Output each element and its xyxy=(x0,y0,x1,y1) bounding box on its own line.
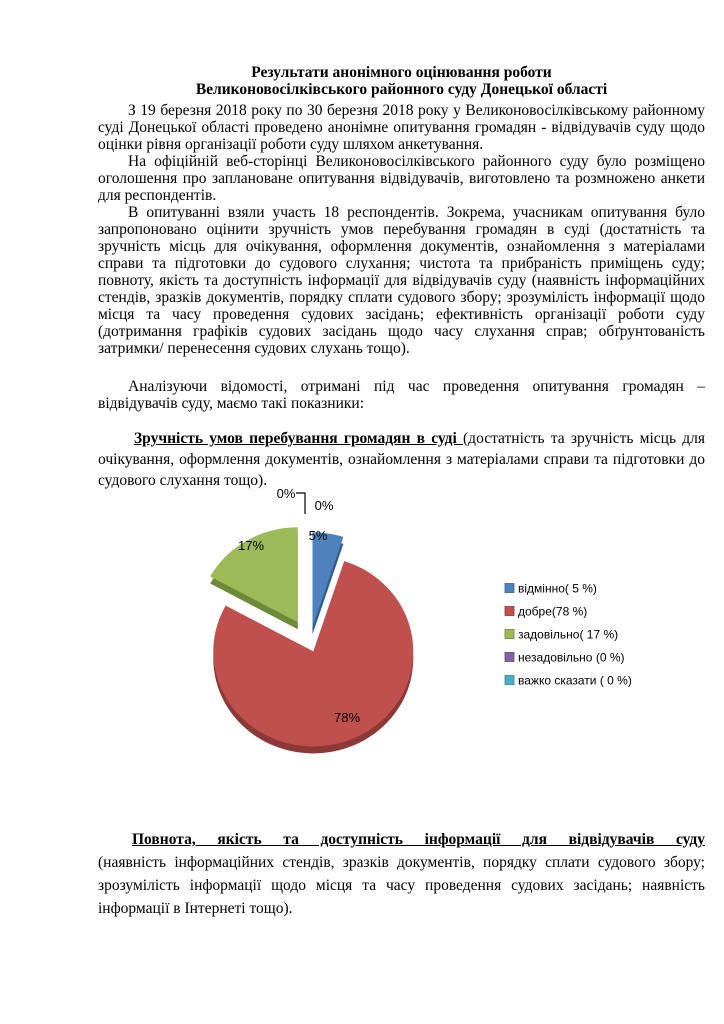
data-label-vazhko: 0% xyxy=(314,498,334,513)
data-label-dobre: 78% xyxy=(333,710,361,725)
legend-label-zadovilno: задовільно( 17 %) xyxy=(518,627,619,642)
legend-swatch-vidminno xyxy=(505,584,514,593)
legend-swatch-zadovilno xyxy=(505,630,514,639)
data-label-zadovilno: 17% xyxy=(237,538,265,553)
legend-item-dobre xyxy=(505,605,587,619)
data-label-nezadovilno: 0% xyxy=(276,486,296,501)
chart-legend xyxy=(505,582,632,688)
data-label-vidminno: 5% xyxy=(308,528,328,543)
pie-chart xyxy=(90,480,650,800)
legend-label-dobre: добре(78 %) xyxy=(518,604,588,619)
pie-chart-svg xyxy=(90,480,650,800)
legend-item-nezadovilno xyxy=(505,651,625,665)
paragraph-survey-period: З 19 березня 2018 року по 30 березня 2018 року у Великоновосілківському районному суді Донецької області проведено анонімне опитування громадян - відвідувачів суду щодо оцінки рівня організації роботи суду шляхом анкетування. xyxy=(98,102,705,153)
section2-heading-line xyxy=(98,828,705,851)
legend-item-vidminno xyxy=(505,582,597,596)
page-title-line-2: Великоновосілківського районного суду Донецької області xyxy=(195,81,608,98)
legend-swatch-nezadovilno xyxy=(505,653,514,662)
legend-label-vazhko: важко сказати ( 0 %) xyxy=(518,673,632,688)
legend-label-vidminno: відмінно( 5 %) xyxy=(518,581,597,596)
section2-heading: Повнота, якість та доступність інформації для відвідувачів суду xyxy=(132,831,705,848)
legend-item-vazhko xyxy=(505,674,632,688)
paragraph-respondents: В опитуванні взяли участь 18 респондентів. Зокрема, учасникам опитування було запропоновано оцінити зручність умов перебування громадян в суді (достатність та зручність місць для очікування, оформлення документів, ознайомлення з матеріалами справи та підготовки до судового слухання; чистота та прибраність приміщень суду; повноту, якість та доступність інформації для відвідувачів суду (наявність інформаційних стендів, зразків документів, порядку сплати судового збору; зрозумілість інформації щодо місця та часу проведення судових засідань; ефективність організації роботи суду (дотримання графіків судових засідань щодо часу слухання справ; обґрунтованість затримки/ перенесення судових слухань тощо). xyxy=(98,204,705,357)
section2-desc: (наявність інформаційних стендів, зразків документів, порядку сплати судового збору; зрозумілість інформації щодо місця та часу проведення судових засідань; наявність інформації в Інтернеті тощо). xyxy=(98,854,705,917)
page-title-line-1: Результати анонімного оцінювання роботи xyxy=(251,64,552,81)
paragraph-analysis-intro: Аналізуючи відомості, отримані під час проведення опитування громадян – відвідувачів суду, маємо такі показники: xyxy=(98,378,705,412)
paragraph-announcement: На офіційній веб-сторінці Великоновосілківського районного суду було розміщено оголошення про заплановане опитування відвідувачів, виготовлено та розмножено анкети для респондентів. xyxy=(98,153,705,204)
legend-item-zadovilno xyxy=(505,628,618,642)
section1-heading: Зручність умов перебування громадян в суді xyxy=(134,430,464,447)
zero-label-callout-line xyxy=(296,493,305,514)
legend-label-nezadovilno: незадовільно (0 %) xyxy=(518,650,625,665)
legend-swatch-vazhko xyxy=(505,676,514,685)
legend-swatch-dobre xyxy=(505,607,514,616)
section1-desc: (достатність та зручність місць для очікування, оформлення документів, ознайомлення з матеріалами справи та підготовки до судового слухання тощо). xyxy=(98,430,705,489)
